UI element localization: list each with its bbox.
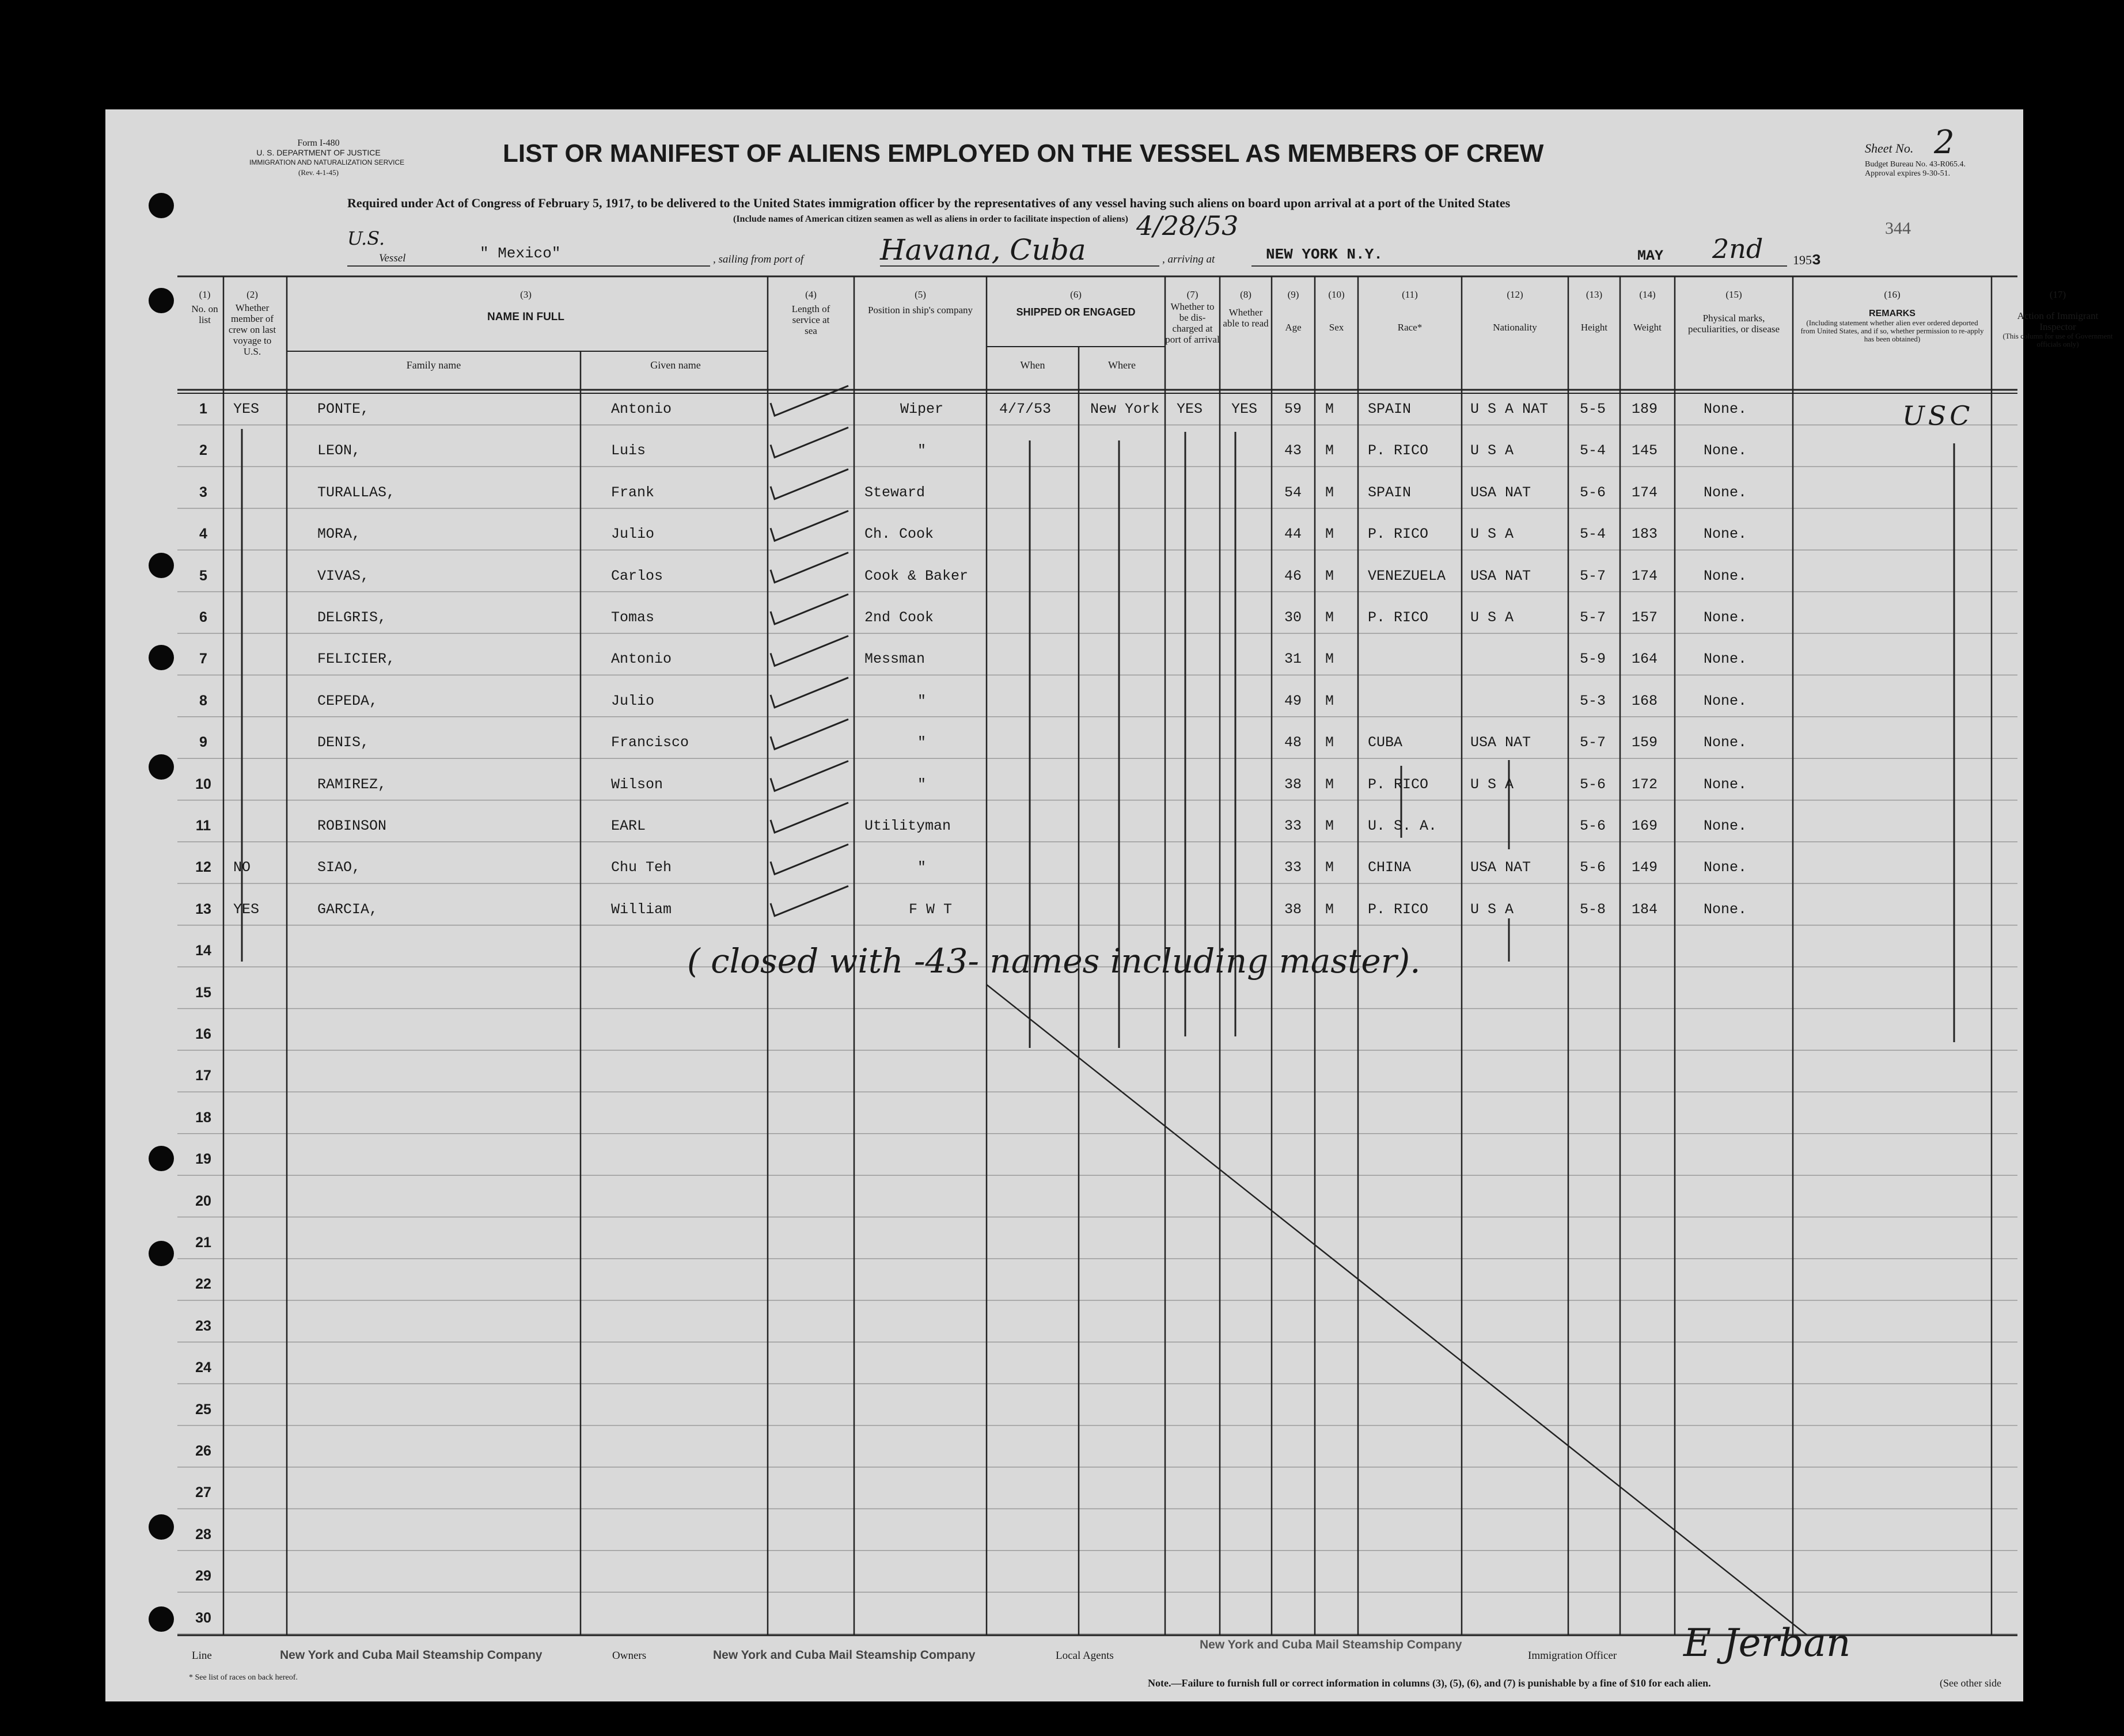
given-name: Carlos — [611, 567, 663, 584]
col16-header: (16) REMARKS (Including statement whether alien ever ordered deported from United States, and if so, whether permission to re-apply has been obtained) — [1800, 289, 1984, 343]
col13-header: (13) Height — [1580, 289, 1608, 333]
discharged-at-port: YES — [1177, 401, 1203, 417]
weight: 157 — [1632, 609, 1658, 626]
ship-position: F W T — [909, 901, 953, 918]
ship-position: " — [917, 692, 927, 709]
ship-position: Steward — [864, 484, 926, 501]
weight: 174 — [1632, 567, 1658, 584]
row-number: 12 — [195, 859, 211, 876]
ship-position: " — [917, 442, 927, 459]
include-note: (Include names of American citizen seamen as well as aliens in order to facilitate inspection of aliens) — [733, 214, 1128, 224]
row-number: 20 — [195, 1192, 211, 1209]
officer-label: Immigration Officer — [1528, 1650, 1617, 1662]
when-header: When — [1020, 359, 1045, 371]
subtitle: Required under Act of Congress of February 5, 1917, to be delivered to the United States immigration officer by the representatives of any vessel having such aliens on board upon arrival at a port of the United States — [347, 196, 1511, 210]
shipped-where: New York — [1090, 401, 1160, 417]
ship-position: Ch. Cook — [864, 526, 934, 543]
col3-header: (3) NAME IN FULL — [487, 289, 565, 323]
row-number: 13 — [195, 901, 211, 917]
height: 5-6 — [1580, 484, 1606, 501]
weight: 164 — [1632, 651, 1658, 668]
given-name: Chu Teh — [611, 859, 672, 876]
service-checkmark — [771, 427, 848, 457]
age: 46 — [1284, 567, 1302, 584]
vessel-prefix: U.S. — [347, 227, 385, 249]
height: 5-7 — [1580, 734, 1606, 751]
ship-position: Cook & Baker — [864, 567, 969, 584]
race: SPAIN — [1368, 401, 1412, 417]
weight: 168 — [1632, 692, 1658, 709]
age: 44 — [1284, 526, 1302, 543]
arriving-label: , arriving at — [1162, 253, 1215, 265]
physical-marks: None. — [1704, 859, 1747, 876]
col11-header: (11) Race* — [1397, 289, 1423, 333]
service-checkmark — [771, 469, 848, 499]
sex: M — [1325, 526, 1334, 543]
crew-last-voyage: NO — [233, 859, 251, 876]
service-checkmark — [771, 803, 848, 833]
height: 5-8 — [1580, 901, 1606, 918]
sex: M — [1325, 484, 1334, 501]
col1-header: (1) No. on list — [191, 289, 218, 325]
race: P. RICO — [1368, 526, 1429, 543]
row-number: 14 — [195, 943, 211, 959]
service-checkmark — [771, 594, 848, 624]
nationality: U S A NAT — [1470, 401, 1549, 417]
age: 43 — [1284, 442, 1302, 459]
ship-position: " — [917, 859, 927, 876]
sex: M — [1325, 609, 1334, 626]
height: 5-5 — [1580, 401, 1606, 417]
sex: M — [1325, 734, 1334, 751]
weight: 172 — [1632, 776, 1658, 793]
weight: 159 — [1632, 734, 1658, 751]
nationality: U S A — [1470, 776, 1514, 793]
sex: M — [1325, 651, 1334, 668]
service-checkmark — [771, 678, 848, 708]
able-to-read: YES — [1231, 401, 1258, 417]
sheet-label: Sheet No. — [1865, 141, 1914, 155]
age: 38 — [1284, 776, 1302, 793]
col2-header: (2) Whether member of crew on last voyage to U.S. — [228, 289, 276, 357]
department-name: U. S. DEPARTMENT OF JUSTICE — [256, 148, 381, 157]
given-name: Antonio — [611, 651, 672, 668]
height: 5-4 — [1580, 442, 1606, 459]
race: VENEZUELA — [1368, 567, 1446, 584]
given-name: Francisco — [611, 734, 689, 751]
given-name-header: Given name — [650, 359, 701, 371]
age: 31 — [1284, 651, 1302, 668]
row-number: 11 — [195, 818, 211, 834]
arrival-day: 2nd — [1712, 233, 1763, 264]
budget-bureau: Budget Bureau No. 43-R065.4. — [1865, 160, 1966, 169]
row-number: 23 — [195, 1317, 211, 1334]
weight: 183 — [1632, 526, 1658, 543]
page-title: LIST OR MANIFEST OF ALIENS EMPLOYED ON THE VESSEL AS MEMBERS OF CREW — [503, 139, 1544, 168]
row-number: 2 — [199, 442, 207, 459]
given-name: Wilson — [611, 776, 663, 793]
family-name: LEON, — [317, 442, 361, 459]
row-number: 16 — [195, 1026, 211, 1042]
service-checkmark — [771, 844, 848, 874]
sex: M — [1325, 901, 1334, 918]
age: 38 — [1284, 901, 1302, 918]
race: CUBA — [1368, 734, 1403, 751]
physical-marks: None. — [1704, 776, 1747, 793]
row-number: 4 — [199, 526, 207, 542]
race: P. RICO — [1368, 442, 1429, 459]
nationality: U S A — [1470, 442, 1514, 459]
owners-value: New York and Cuba Mail Steamship Company — [713, 1648, 976, 1662]
row-number: 10 — [195, 776, 211, 792]
row-number: 1 — [199, 401, 207, 417]
crew-last-voyage: YES — [233, 401, 260, 417]
weight: 174 — [1632, 484, 1658, 501]
col14-header: (14) Weight — [1633, 289, 1662, 333]
row-number: 17 — [195, 1068, 211, 1084]
shipped-when: 4/7/53 — [999, 401, 1052, 417]
row-number: 22 — [195, 1276, 211, 1293]
row-number: 9 — [199, 734, 207, 751]
age: 33 — [1284, 818, 1302, 834]
given-name: EARL — [611, 818, 646, 834]
line-label: Line — [192, 1650, 212, 1662]
agents-label: Local Agents — [1056, 1650, 1114, 1662]
sex: M — [1325, 818, 1334, 834]
nationality: U S A — [1470, 609, 1514, 626]
ship-position: " — [917, 734, 927, 751]
race: P. RICO — [1368, 776, 1429, 793]
col10-header: (10) Sex — [1328, 289, 1345, 333]
weight: 184 — [1632, 901, 1658, 918]
nationality: USA NAT — [1470, 567, 1531, 584]
row-number: 6 — [199, 609, 207, 625]
height: 5-6 — [1580, 776, 1606, 793]
row-number: 7 — [199, 651, 207, 667]
weight: 145 — [1632, 442, 1658, 459]
approval-expiry: Approval expires 9-30-51. — [1865, 169, 1951, 178]
age: 48 — [1284, 734, 1302, 751]
given-name: Luis — [611, 442, 646, 459]
row-number: 26 — [195, 1443, 211, 1459]
family-name: FELICIER, — [317, 651, 396, 668]
nationality: USA NAT — [1470, 734, 1531, 751]
physical-marks: None. — [1704, 567, 1747, 584]
inspector-mark: USC — [1902, 400, 1974, 431]
form-number: Form I-480 — [297, 138, 340, 148]
age: 33 — [1284, 859, 1302, 876]
col12-header: (12) Nationality — [1493, 289, 1537, 333]
row-number: 29 — [195, 1568, 211, 1585]
col17-header: (17) Action of Immigrant Inspector (This column for use of Government officials only) — [2002, 289, 2113, 348]
family-name: DELGRIS, — [317, 609, 387, 626]
given-name: Tomas — [611, 609, 655, 626]
physical-marks: None. — [1704, 484, 1747, 501]
sex: M — [1325, 401, 1334, 417]
row-number: 15 — [195, 984, 211, 1001]
given-name: Frank — [611, 484, 655, 501]
family-name: VIVAS, — [317, 567, 370, 584]
stamp-number: 344 — [1885, 219, 1911, 238]
form-revision: (Rev. 4-1-45) — [298, 168, 339, 177]
physical-marks: None. — [1704, 526, 1747, 543]
height: 5-7 — [1580, 609, 1606, 626]
row-number: 8 — [199, 692, 207, 709]
age: 59 — [1284, 401, 1302, 417]
row-number: 5 — [199, 567, 207, 584]
physical-marks: None. — [1704, 818, 1747, 834]
manifest-sheet — [105, 109, 2113, 1701]
races-note: * See list of races on back hereof. — [189, 1673, 298, 1682]
height: 5-3 — [1580, 692, 1606, 709]
family-name: GARCIA, — [317, 901, 378, 918]
agents-value: New York and Cuba Mail Steamship Company — [1200, 1638, 1462, 1651]
row-number: 30 — [195, 1609, 211, 1626]
arrival-month: MAY — [1637, 248, 1664, 264]
given-name: Julio — [611, 692, 655, 709]
race: SPAIN — [1368, 484, 1412, 501]
weight: 189 — [1632, 401, 1658, 417]
family-name: SIAO, — [317, 859, 361, 876]
arrival-year: 1953 — [1793, 252, 1821, 269]
family-name: RAMIREZ, — [317, 776, 387, 793]
service-checkmark — [771, 886, 848, 916]
weight: 149 — [1632, 859, 1658, 876]
col4-header: (4) Length of service at sea — [791, 289, 830, 336]
cancellation-line — [987, 985, 1807, 1635]
race: P. RICO — [1368, 609, 1429, 626]
family-name: PONTE, — [317, 401, 370, 417]
service-checkmark — [771, 761, 848, 791]
service-checkmark — [771, 719, 848, 749]
weight: 169 — [1632, 818, 1658, 834]
family-name: ROBINSON — [317, 818, 387, 834]
col9-header: (9) Age — [1285, 289, 1302, 333]
height: 5-9 — [1580, 651, 1606, 668]
height: 5-6 — [1580, 859, 1606, 876]
col15-header: (15) Physical marks, peculiarities, or disease — [1687, 289, 1780, 335]
physical-marks: None. — [1704, 609, 1747, 626]
arrival-port: NEW YORK N.Y. — [1266, 246, 1383, 263]
row-number: 25 — [195, 1401, 211, 1418]
sex: M — [1325, 859, 1334, 876]
physical-marks: None. — [1704, 692, 1747, 709]
line-value: New York and Cuba Mail Steamship Company — [280, 1648, 543, 1662]
row-number: 3 — [199, 484, 207, 500]
physical-marks: None. — [1704, 442, 1747, 459]
service-name: IMMIGRATION AND NATURALIZATION SERVICE — [249, 158, 405, 166]
nationality: U S A — [1470, 526, 1514, 543]
col7-header: (7) Whether to be dis-charged at port of arrival — [1165, 289, 1220, 345]
sailing-port: Havana, Cuba — [880, 233, 1086, 267]
row-number: 18 — [195, 1109, 211, 1126]
physical-marks: None. — [1704, 401, 1747, 417]
nationality: U S A — [1470, 901, 1514, 918]
service-checkmark — [771, 511, 848, 541]
row-number: 27 — [195, 1484, 211, 1501]
row-number: 21 — [195, 1234, 211, 1251]
sailing-date: 4/28/53 — [1136, 210, 1239, 241]
age: 30 — [1284, 609, 1302, 626]
physical-marks: None. — [1704, 734, 1747, 751]
given-name: Julio — [611, 526, 655, 543]
given-name: William — [611, 901, 672, 918]
ship-position: Wiper — [900, 401, 944, 417]
family-name-header: Family name — [406, 359, 461, 371]
col6-header: (6) SHIPPED OR ENGAGED — [1016, 289, 1136, 318]
officer-signature: E Jerban — [1683, 1621, 1851, 1665]
crew-last-voyage: YES — [233, 901, 260, 918]
race: CHINA — [1368, 859, 1412, 876]
row-number: 19 — [195, 1151, 211, 1168]
ship-position: 2nd Cook — [864, 609, 934, 626]
sheet-number: 2 — [1934, 124, 1955, 161]
nationality: USA NAT — [1470, 859, 1531, 876]
sex: M — [1325, 567, 1334, 584]
vessel-name: " Mexico" — [480, 245, 561, 262]
col5-header: (5) Position in ship's company — [867, 289, 973, 316]
race: U. S. A. — [1368, 818, 1438, 834]
closing-note: ( closed with -43- names including master). — [687, 941, 1421, 981]
height: 5-6 — [1580, 818, 1606, 834]
age: 54 — [1284, 484, 1302, 501]
age: 49 — [1284, 692, 1302, 709]
family-name: CEPEDA, — [317, 692, 378, 709]
service-checkmark — [771, 636, 848, 666]
sex: M — [1325, 692, 1334, 709]
row-number: 24 — [195, 1359, 211, 1376]
vessel-label: Vessel — [379, 252, 406, 264]
family-name: DENIS, — [317, 734, 370, 751]
where-header: Where — [1108, 359, 1136, 371]
fine-note: Note.—Failure to furnish full or correct information in columns (3), (5), (6), and (7) is punishable by a fine of $10 for each alien. — [1148, 1677, 1711, 1689]
sex: M — [1325, 776, 1334, 793]
ship-position: Messman — [864, 651, 926, 668]
height: 5-7 — [1580, 567, 1606, 584]
col8-header: (8) Whether able to read — [1223, 289, 1269, 329]
sex: M — [1325, 442, 1334, 459]
race: P. RICO — [1368, 901, 1429, 918]
owners-label: Owners — [612, 1650, 647, 1662]
service-checkmark — [771, 553, 848, 583]
see-other-side: (See other side — [1940, 1677, 2001, 1689]
ship-position: " — [917, 776, 927, 793]
given-name: Antonio — [611, 401, 672, 417]
physical-marks: None. — [1704, 651, 1747, 668]
physical-marks: None. — [1704, 901, 1747, 918]
height: 5-4 — [1580, 526, 1606, 543]
nationality: USA NAT — [1470, 484, 1531, 501]
row-number: 28 — [195, 1526, 211, 1543]
family-name: TURALLAS, — [317, 484, 396, 501]
family-name: MORA, — [317, 526, 361, 543]
sailing-label: , sailing from port of — [713, 253, 804, 265]
ship-position: Utilityman — [864, 818, 951, 834]
